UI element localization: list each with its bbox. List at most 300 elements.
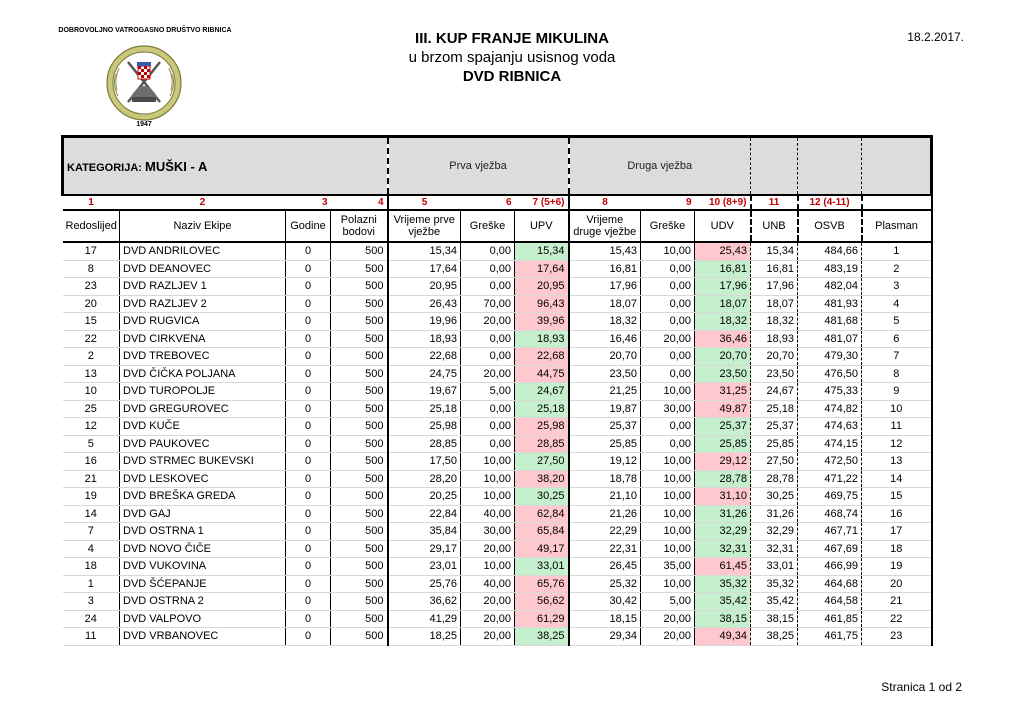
- cell-vrijeme2: 20,70: [569, 348, 641, 366]
- cell-redoslijed: 24: [63, 610, 120, 628]
- cell-redoslijed: 17: [63, 242, 120, 260]
- cell-plasman: 17: [862, 523, 932, 541]
- cell-greske2: 0,00: [641, 260, 695, 278]
- cell-greske1: 40,00: [461, 505, 515, 523]
- cell-osvb: 472,50: [798, 453, 862, 471]
- cell-unb: 25,85: [751, 435, 798, 453]
- cell-vrijeme2: 22,31: [569, 540, 641, 558]
- header-vrijeme1-line2: vježbe: [408, 226, 441, 238]
- cell-vrijeme1: 28,20: [388, 470, 461, 488]
- cell-upv: 44,75: [515, 365, 569, 383]
- cell-godine: 0: [286, 575, 331, 593]
- category-cell: [63, 137, 388, 196]
- cell-polazni: 500: [331, 295, 388, 313]
- cell-vrijeme1: 18,25: [388, 628, 461, 646]
- cell-udv: 31,25: [695, 383, 751, 401]
- cell-team-name: DVD VRBANOVEC: [120, 628, 286, 646]
- cell-vrijeme2: 25,32: [569, 575, 641, 593]
- cell-udv: 49,34: [695, 628, 751, 646]
- cell-upv: 25,18: [515, 400, 569, 418]
- cell-plasman: 8: [862, 365, 932, 383]
- emblem-year: 1947: [136, 121, 152, 128]
- table-row: [63, 242, 932, 260]
- cell-unb: 18,32: [751, 313, 798, 331]
- cell-team-name: DVD GREGUROVEC: [120, 400, 286, 418]
- category-label: KATEGORIJA:: [67, 161, 142, 174]
- cell-vrijeme2: 19,87: [569, 400, 641, 418]
- cell-team-name: DVD LESKOVEC: [120, 470, 286, 488]
- col-number-empty: [862, 195, 932, 210]
- cell-godine: 0: [286, 330, 331, 348]
- cell-polazni: 500: [331, 400, 388, 418]
- cell-upv: 24,67: [515, 383, 569, 401]
- table-row: [63, 295, 932, 313]
- table-row: [63, 575, 932, 593]
- cell-godine: 0: [286, 400, 331, 418]
- cell-osvb: 481,68: [798, 313, 862, 331]
- cell-plasman: 21: [862, 593, 932, 611]
- cell-vrijeme1: 18,93: [388, 330, 461, 348]
- cell-greske2: 0,00: [641, 278, 695, 296]
- cell-upv: 39,96: [515, 313, 569, 331]
- cell-greske2: 10,00: [641, 575, 695, 593]
- cell-upv: 96,43: [515, 295, 569, 313]
- col-number: 1: [63, 195, 120, 210]
- cell-osvb: 484,66: [798, 242, 862, 260]
- cell-godine: 0: [286, 470, 331, 488]
- cell-greske1: 70,00: [461, 295, 515, 313]
- col-number: 6: [461, 195, 515, 210]
- col-number: 4: [331, 195, 388, 210]
- host-name: DVD RIBNICA: [462, 68, 562, 85]
- cell-polazni: 500: [331, 593, 388, 611]
- cell-greske2: 0,00: [641, 418, 695, 436]
- cell-team-name: DVD STRMEC BUKEVSKI: [120, 453, 286, 471]
- cell-udv: 28,78: [695, 470, 751, 488]
- cell-vrijeme2: 18,78: [569, 470, 641, 488]
- cell-greske1: 10,00: [461, 488, 515, 506]
- cell-team-name: DVD DEANOVEC: [120, 260, 286, 278]
- table-row: [63, 488, 932, 506]
- table-row: [63, 610, 932, 628]
- table-row: [63, 470, 932, 488]
- cell-godine: 0: [286, 278, 331, 296]
- cell-upv: 17,64: [515, 260, 569, 278]
- cell-udv: 32,29: [695, 523, 751, 541]
- col-number: 3: [286, 195, 331, 210]
- firefighter-emblem-icon: [104, 44, 184, 122]
- cell-udv: 18,07: [695, 295, 751, 313]
- col-number: 2: [120, 195, 286, 210]
- header-udv: UDV: [695, 210, 751, 242]
- cell-godine: 0: [286, 365, 331, 383]
- cell-upv: 65,84: [515, 523, 569, 541]
- cell-redoslijed: 10: [63, 383, 120, 401]
- cell-polazni: 500: [331, 540, 388, 558]
- header-redoslijed: Redoslijed: [63, 210, 120, 242]
- cell-unb: 28,78: [751, 470, 798, 488]
- cell-greske1: 10,00: [461, 558, 515, 576]
- cell-greske2: 20,00: [641, 610, 695, 628]
- cell-greske2: 30,00: [641, 400, 695, 418]
- cell-udv: 35,32: [695, 575, 751, 593]
- cell-plasman: 18: [862, 540, 932, 558]
- organization-name: DOBROVOLJNO VATROGASNO DRUŠTVO RIBNICA: [58, 27, 232, 34]
- cell-unb: 38,15: [751, 610, 798, 628]
- cell-osvb: 476,50: [798, 365, 862, 383]
- cell-redoslijed: 12: [63, 418, 120, 436]
- cell-vrijeme2: 21,25: [569, 383, 641, 401]
- cell-plasman: 23: [862, 628, 932, 646]
- table-row: [63, 523, 932, 541]
- cell-vrijeme2: 26,45: [569, 558, 641, 576]
- cell-greske2: 5,00: [641, 593, 695, 611]
- cell-vrijeme1: 22,84: [388, 505, 461, 523]
- cell-unb: 16,81: [751, 260, 798, 278]
- cell-vrijeme1: 25,76: [388, 575, 461, 593]
- cell-redoslijed: 16: [63, 453, 120, 471]
- cell-vrijeme1: 24,75: [388, 365, 461, 383]
- cell-redoslijed: 11: [63, 628, 120, 646]
- table-row: [63, 313, 932, 331]
- cell-polazni: 500: [331, 348, 388, 366]
- cell-godine: 0: [286, 593, 331, 611]
- cell-plasman: 19: [862, 558, 932, 576]
- cell-redoslijed: 1: [63, 575, 120, 593]
- cell-upv: 62,84: [515, 505, 569, 523]
- cell-upv: 49,17: [515, 540, 569, 558]
- cell-polazni: 500: [331, 242, 388, 260]
- cell-greske2: 0,00: [641, 295, 695, 313]
- cell-greske1: 20,00: [461, 540, 515, 558]
- cell-vrijeme1: 25,18: [388, 400, 461, 418]
- cell-godine: 0: [286, 260, 331, 278]
- cell-greske2: 0,00: [641, 365, 695, 383]
- cell-godine: 0: [286, 348, 331, 366]
- cell-udv: 31,10: [695, 488, 751, 506]
- table-row: [63, 365, 932, 383]
- cell-godine: 0: [286, 558, 331, 576]
- cell-osvb: 461,75: [798, 628, 862, 646]
- cell-redoslijed: 8: [63, 260, 120, 278]
- cell-plasman: 14: [862, 470, 932, 488]
- column-header-row: [63, 210, 932, 242]
- cell-vrijeme2: 25,85: [569, 435, 641, 453]
- col-number: 7 (5+6): [515, 195, 569, 210]
- cell-greske1: 0,00: [461, 435, 515, 453]
- cell-greske2: 10,00: [641, 453, 695, 471]
- cell-greske2: 10,00: [641, 540, 695, 558]
- cell-upv: 56,62: [515, 593, 569, 611]
- cell-upv: 25,98: [515, 418, 569, 436]
- cell-upv: 30,25: [515, 488, 569, 506]
- cell-team-name: DVD TREBOVEC: [120, 348, 286, 366]
- cell-vrijeme1: 19,96: [388, 313, 461, 331]
- table-row: [63, 418, 932, 436]
- cell-udv: 20,70: [695, 348, 751, 366]
- cell-godine: 0: [286, 540, 331, 558]
- band-spacer-unb: [751, 137, 798, 196]
- category-value: MUŠKI - A: [145, 158, 208, 174]
- col-number: 11: [751, 195, 798, 210]
- cell-vrijeme2: 21,10: [569, 488, 641, 506]
- cell-vrijeme2: 29,34: [569, 628, 641, 646]
- cell-upv: 22,68: [515, 348, 569, 366]
- cell-polazni: 500: [331, 628, 388, 646]
- cell-greske2: 0,00: [641, 313, 695, 331]
- cell-osvb: 475,33: [798, 383, 862, 401]
- table-row: [63, 278, 932, 296]
- cell-upv: 65,76: [515, 575, 569, 593]
- cell-redoslijed: 23: [63, 278, 120, 296]
- header-naziv: Naziv Ekipe: [120, 210, 286, 242]
- cell-redoslijed: 13: [63, 365, 120, 383]
- cell-vrijeme1: 20,25: [388, 488, 461, 506]
- cell-osvb: 471,22: [798, 470, 862, 488]
- table-row: [63, 593, 932, 611]
- header-polazni-line1: Polazni: [340, 214, 377, 226]
- cell-vrijeme1: 35,84: [388, 523, 461, 541]
- cell-unb: 18,93: [751, 330, 798, 348]
- group-first-exercise: Prva vježba: [388, 137, 569, 196]
- cell-upv: 20,95: [515, 278, 569, 296]
- cell-greske1: 0,00: [461, 348, 515, 366]
- cell-vrijeme2: 25,37: [569, 418, 641, 436]
- header-vrijeme2: [569, 210, 641, 242]
- cell-upv: 28,85: [515, 435, 569, 453]
- header-godine: Godine: [286, 210, 331, 242]
- cell-upv: 61,29: [515, 610, 569, 628]
- cell-udv: 17,96: [695, 278, 751, 296]
- cell-udv: 49,87: [695, 400, 751, 418]
- cell-greske2: 10,00: [641, 505, 695, 523]
- cell-upv: 38,20: [515, 470, 569, 488]
- cell-plasman: 4: [862, 295, 932, 313]
- cell-udv: 25,85: [695, 435, 751, 453]
- cell-vrijeme1: 28,85: [388, 435, 461, 453]
- cell-greske1: 5,00: [461, 383, 515, 401]
- cell-osvb: 464,68: [798, 575, 862, 593]
- cell-greske2: 10,00: [641, 242, 695, 260]
- cell-unb: 30,25: [751, 488, 798, 506]
- cell-polazni: 500: [331, 453, 388, 471]
- table-row: [63, 383, 932, 401]
- cell-osvb: 467,69: [798, 540, 862, 558]
- cell-godine: 0: [286, 610, 331, 628]
- cell-team-name: DVD ŠĆEPANJE: [120, 575, 286, 593]
- cell-vrijeme1: 29,17: [388, 540, 461, 558]
- cell-unb: 15,34: [751, 242, 798, 260]
- cell-polazni: 500: [331, 313, 388, 331]
- table-row: [63, 540, 932, 558]
- cell-udv: 23,50: [695, 365, 751, 383]
- cell-udv: 38,15: [695, 610, 751, 628]
- cell-godine: 0: [286, 242, 331, 260]
- cell-osvb: 461,85: [798, 610, 862, 628]
- cell-unb: 25,18: [751, 400, 798, 418]
- cell-polazni: 500: [331, 435, 388, 453]
- cell-osvb: 464,58: [798, 593, 862, 611]
- cell-redoslijed: 4: [63, 540, 120, 558]
- cell-polazni: 500: [331, 470, 388, 488]
- cell-upv: 33,01: [515, 558, 569, 576]
- cell-polazni: 500: [331, 330, 388, 348]
- band-spacer-plasman: [862, 137, 932, 196]
- cell-udv: 36,46: [695, 330, 751, 348]
- cell-godine: 0: [286, 418, 331, 436]
- cell-greske2: 20,00: [641, 628, 695, 646]
- col-number: 12 (4-11): [798, 195, 862, 210]
- cell-unb: 32,29: [751, 523, 798, 541]
- cell-greske1: 30,00: [461, 523, 515, 541]
- cell-greske1: 0,00: [461, 418, 515, 436]
- cell-greske2: 10,00: [641, 470, 695, 488]
- col-number: 9: [641, 195, 695, 210]
- cell-team-name: DVD OSTRNA 2: [120, 593, 286, 611]
- document-title-block: [362, 29, 662, 86]
- cell-greske1: 20,00: [461, 593, 515, 611]
- cell-vrijeme2: 30,42: [569, 593, 641, 611]
- cell-vrijeme1: 15,34: [388, 242, 461, 260]
- cell-upv: 38,25: [515, 628, 569, 646]
- band-spacer-osvb: [798, 137, 862, 196]
- cell-team-name: DVD BREŠKA GREDA: [120, 488, 286, 506]
- cell-vrijeme2: 18,07: [569, 295, 641, 313]
- cell-upv: 18,93: [515, 330, 569, 348]
- cell-polazni: 500: [331, 418, 388, 436]
- col-number: 5: [388, 195, 461, 210]
- cell-plasman: 3: [862, 278, 932, 296]
- cell-vrijeme1: 36,62: [388, 593, 461, 611]
- cell-greske1: 20,00: [461, 628, 515, 646]
- document-subtitle: u brzom spajanju usisnog voda: [408, 49, 616, 66]
- cell-polazni: 500: [331, 505, 388, 523]
- cell-redoslijed: 3: [63, 593, 120, 611]
- cell-greske1: 10,00: [461, 453, 515, 471]
- cell-vrijeme1: 19,67: [388, 383, 461, 401]
- col-number: 8: [569, 195, 641, 210]
- cell-polazni: 500: [331, 383, 388, 401]
- cell-unb: 35,42: [751, 593, 798, 611]
- cell-vrijeme2: 18,15: [569, 610, 641, 628]
- cell-polazni: 500: [331, 523, 388, 541]
- cell-plasman: 22: [862, 610, 932, 628]
- cell-osvb: 468,74: [798, 505, 862, 523]
- cell-vrijeme1: 20,95: [388, 278, 461, 296]
- cell-osvb: 466,99: [798, 558, 862, 576]
- cell-udv: 29,12: [695, 453, 751, 471]
- cell-greske1: 0,00: [461, 278, 515, 296]
- document-date: 18.2.2017.: [907, 30, 964, 44]
- cell-vrijeme2: 16,46: [569, 330, 641, 348]
- page-number: Stranica 1 od 2: [881, 680, 962, 694]
- table-row: [63, 348, 932, 366]
- header-greske2: Greške: [641, 210, 695, 242]
- category-band: [63, 137, 932, 196]
- cell-udv: 32,31: [695, 540, 751, 558]
- cell-udv: 35,42: [695, 593, 751, 611]
- table-row: [63, 628, 932, 646]
- cell-greske2: 0,00: [641, 348, 695, 366]
- cell-godine: 0: [286, 628, 331, 646]
- cell-redoslijed: 15: [63, 313, 120, 331]
- cell-udv: 61,45: [695, 558, 751, 576]
- cell-godine: 0: [286, 505, 331, 523]
- cell-upv: 27,50: [515, 453, 569, 471]
- cell-plasman: 9: [862, 383, 932, 401]
- cell-greske1: 10,00: [461, 470, 515, 488]
- header-greske1: Greške: [461, 210, 515, 242]
- cell-polazni: 500: [331, 575, 388, 593]
- cell-osvb: 481,07: [798, 330, 862, 348]
- cell-godine: 0: [286, 383, 331, 401]
- cell-plasman: 15: [862, 488, 932, 506]
- table-row: [63, 558, 932, 576]
- cell-plasman: 16: [862, 505, 932, 523]
- cell-greske1: 0,00: [461, 260, 515, 278]
- cell-greske1: 0,00: [461, 400, 515, 418]
- cell-team-name: DVD ANDRILOVEC: [120, 242, 286, 260]
- cell-redoslijed: 2: [63, 348, 120, 366]
- cell-team-name: DVD RAZLJEV 1: [120, 278, 286, 296]
- cell-plasman: 1: [862, 242, 932, 260]
- header-upv: UPV: [515, 210, 569, 242]
- cell-vrijeme1: 17,64: [388, 260, 461, 278]
- header-vrijeme1: [388, 210, 461, 242]
- cell-unb: 25,37: [751, 418, 798, 436]
- cell-osvb: 482,04: [798, 278, 862, 296]
- cell-godine: 0: [286, 453, 331, 471]
- cell-greske2: 35,00: [641, 558, 695, 576]
- table-row: [63, 400, 932, 418]
- cell-udv: 31,26: [695, 505, 751, 523]
- cell-unb: 31,26: [751, 505, 798, 523]
- cell-vrijeme2: 21,26: [569, 505, 641, 523]
- cell-osvb: 481,93: [798, 295, 862, 313]
- cell-vrijeme2: 23,50: [569, 365, 641, 383]
- cell-redoslijed: 7: [63, 523, 120, 541]
- cell-osvb: 467,71: [798, 523, 862, 541]
- cell-team-name: DVD PAUKOVEC: [120, 435, 286, 453]
- cell-redoslijed: 22: [63, 330, 120, 348]
- cell-greske2: 10,00: [641, 488, 695, 506]
- cell-polazni: 500: [331, 278, 388, 296]
- cell-plasman: 2: [862, 260, 932, 278]
- cell-unb: 18,07: [751, 295, 798, 313]
- cell-osvb: 469,75: [798, 488, 862, 506]
- table-row: [63, 505, 932, 523]
- cell-redoslijed: 25: [63, 400, 120, 418]
- cell-team-name: DVD CIRKVENA: [120, 330, 286, 348]
- table-row: [63, 260, 932, 278]
- cell-unb: 32,31: [751, 540, 798, 558]
- cell-team-name: DVD NOVO ČIČE: [120, 540, 286, 558]
- document-title: III. KUP FRANJE MIKULINA: [415, 30, 609, 47]
- cell-team-name: DVD ČIČKA POLJANA: [120, 365, 286, 383]
- cell-vrijeme1: 25,98: [388, 418, 461, 436]
- cell-team-name: DVD KUČE: [120, 418, 286, 436]
- cell-plasman: 6: [862, 330, 932, 348]
- cell-godine: 0: [286, 313, 331, 331]
- cell-team-name: DVD VALPOVO: [120, 610, 286, 628]
- cell-team-name: DVD RUGVICA: [120, 313, 286, 331]
- cell-godine: 0: [286, 523, 331, 541]
- header-vrijeme1-line1: Vrijeme prve: [393, 214, 455, 226]
- cell-polazni: 500: [331, 365, 388, 383]
- cell-greske1: 20,00: [461, 610, 515, 628]
- cell-udv: 18,32: [695, 313, 751, 331]
- cell-team-name: DVD GAJ: [120, 505, 286, 523]
